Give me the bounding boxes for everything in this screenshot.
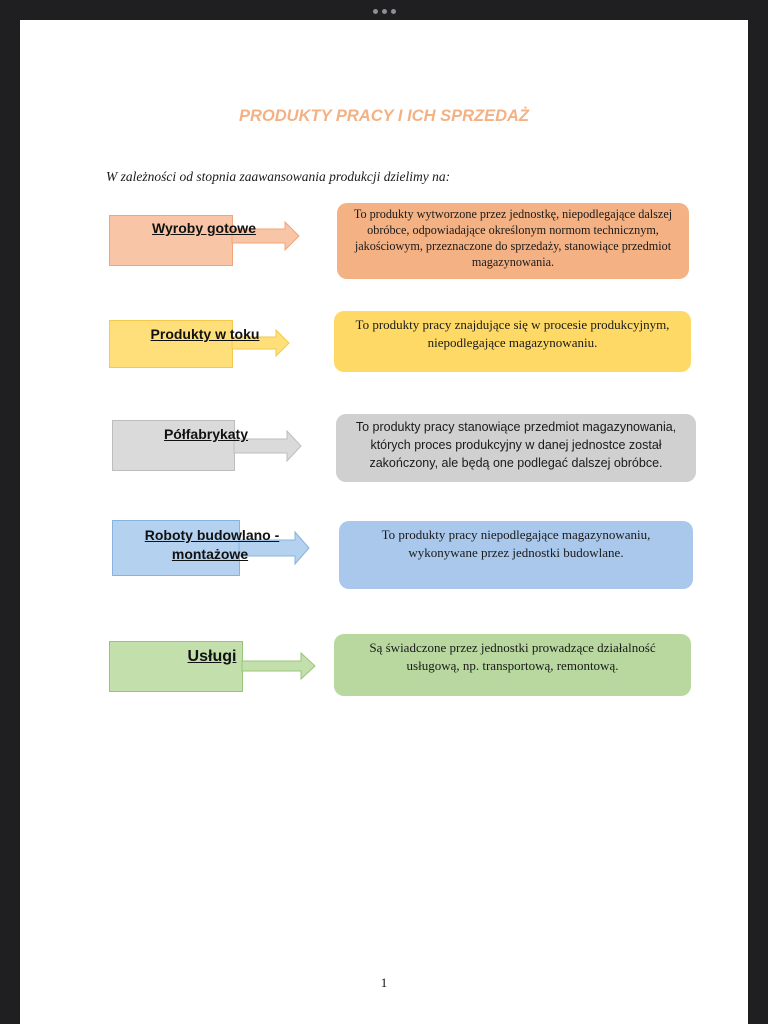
intro-text: W zależności od stopnia zaawansowania produkcji dzielimy na: — [106, 169, 451, 184]
item-label-roboty-line1: Roboty budowlano - — [144, 527, 280, 543]
item-desc-uslugi: Są świadczone przez jednostki prowadzące działalność usługową, np. transportową, remontową. — [334, 634, 691, 696]
top-bar — [0, 0, 768, 20]
item-label-polfabrykaty: Półfabrykaty — [163, 426, 249, 442]
document-page — [20, 20, 748, 1024]
more-dots-icon[interactable] — [373, 9, 397, 15]
item-desc-polfabrykaty: To produkty pracy stanowiące przedmiot magazynowania, których proces produkcyjny w danej jednostce został zakończony, ale będą one podlegać dalszej obróbce. — [336, 414, 696, 482]
page-number: 1 — [380, 975, 388, 990]
item-label-uslugi: Usługi — [187, 648, 237, 665]
item-desc-roboty: To produkty pracy niepodlegające magazynowaniu, wykonywane przez jednostki budowlane. — [339, 521, 693, 589]
item-desc-produkty-w-toku: To produkty pracy znajdujące się w procesie produkcyjnym, niepodlegające magazynowaniu. — [334, 311, 691, 372]
item-label-wyroby-gotowe: Wyroby gotowe — [152, 220, 256, 236]
item-desc-wyroby-gotowe: To produkty wytworzone przez jednostkę, niepodlegające dalszej obróbce, odpowiadające określonym normom technicznym, jakościowym, przeznaczone do sprzedaży, stanowiące przedmiot magazynowania. — [337, 203, 689, 279]
item-label-roboty-line2: montażowe — [171, 546, 249, 562]
document-title: PRODUKTY PRACY I ICH SPRZEDAŻ — [238, 107, 529, 125]
item-label-produkty-w-toku: Produkty w toku — [150, 326, 260, 342]
